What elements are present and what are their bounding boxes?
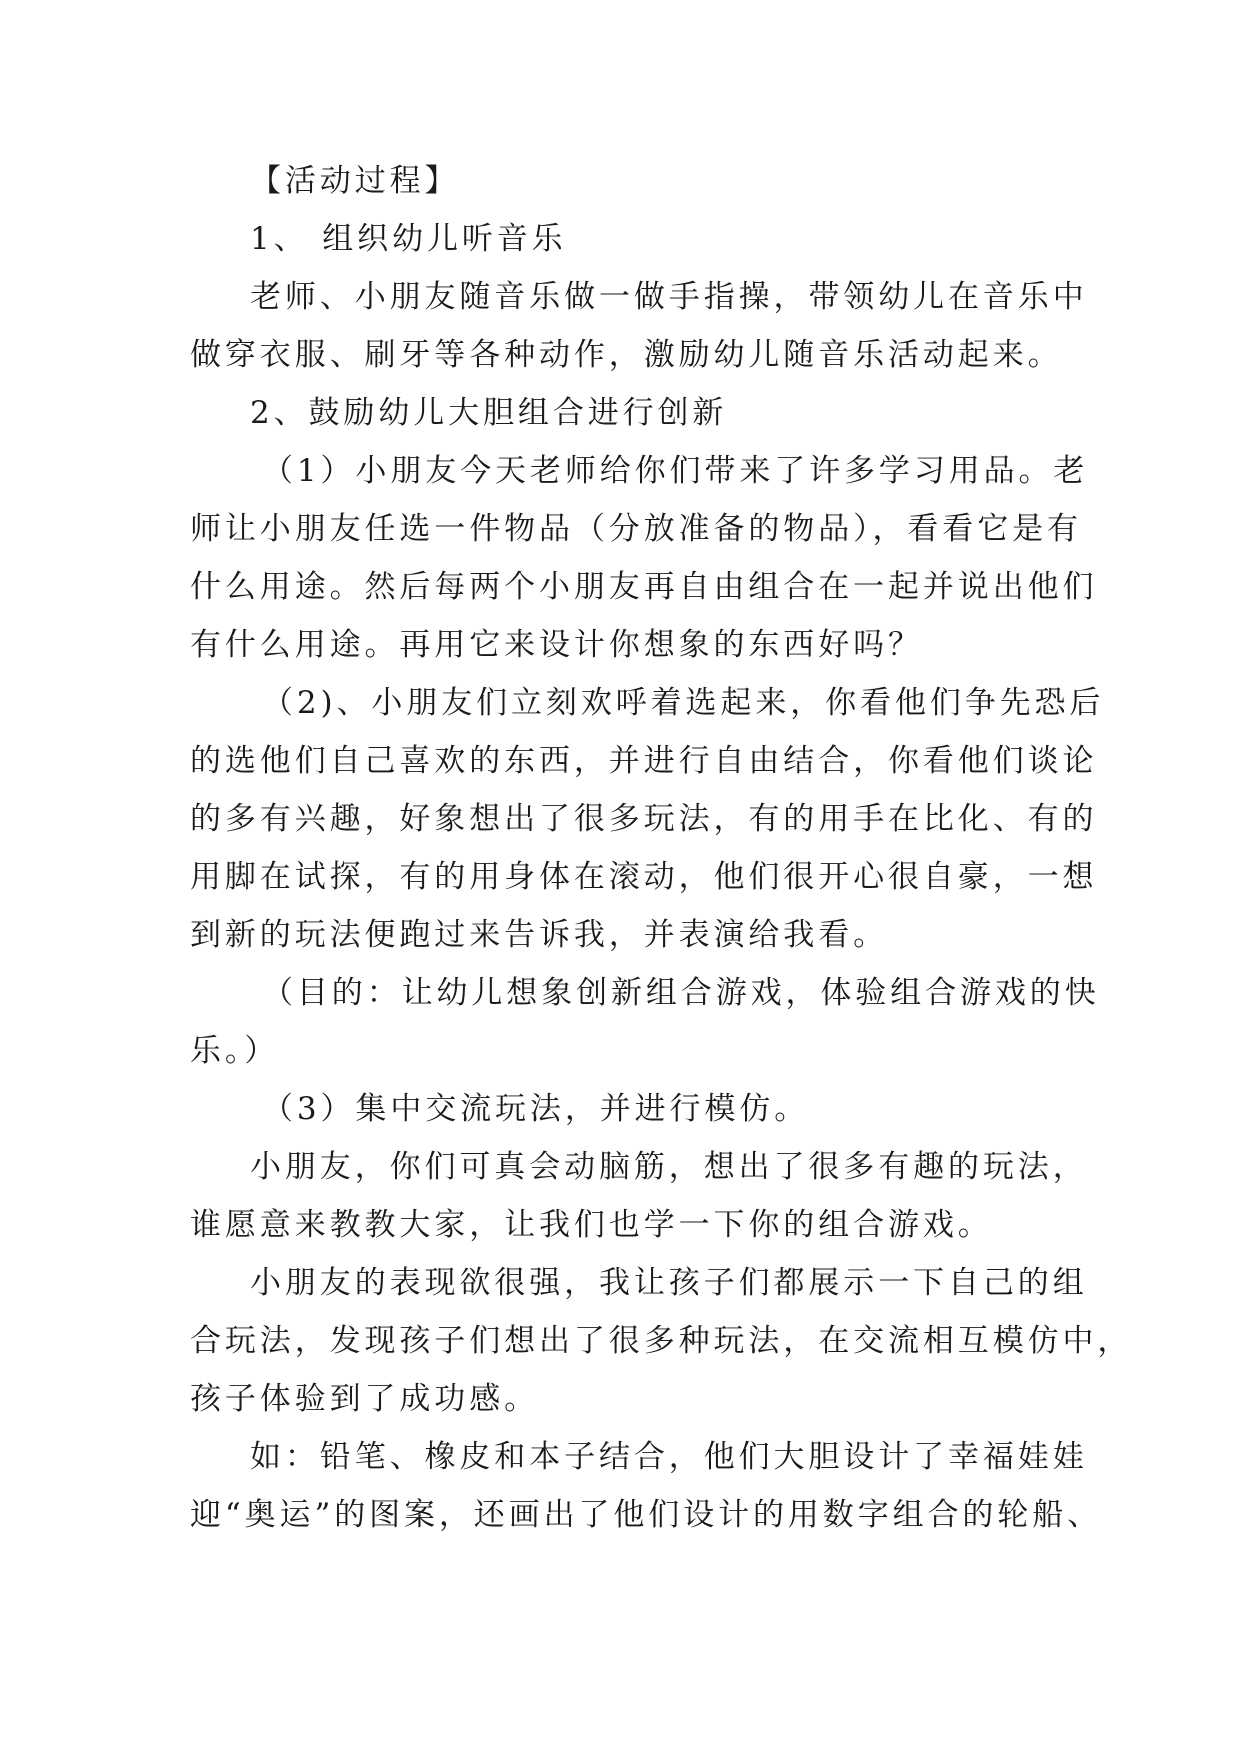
paragraph-line: 师让小朋友任选一件物品（分放准备的物品），看看它是有 (190, 511, 1082, 547)
paragraph-line: （目的：让幼儿想象创新组合游戏，体验组合游戏的快 (262, 975, 1100, 1011)
paragraph-line: 谁愿意来教教大家，让我们也学一下你的组合游戏。 (190, 1207, 993, 1243)
paragraph-line: （1）小朋友今天老师给你们带来了许多学习用品。老 (262, 453, 1089, 489)
paragraph-line: 小朋友，你们可真会动脑筋，想出了很多有趣的玩法， (250, 1149, 1088, 1185)
paragraph-line: 到新的玩法便跑过来告诉我，并表演给我看。 (190, 917, 888, 953)
paragraph-line: 合玩法，发现孩子们想出了很多种玩法，在交流相互模仿中， (190, 1323, 1133, 1359)
paragraph-line: 的选他们自己喜欢的东西，并进行自由结合，你看他们谈论 (190, 743, 1098, 779)
paragraph-line: 老师、小朋友随音乐做一做手指操，带领幼儿在音乐中 (250, 279, 1088, 315)
paragraph-line: （2)、小朋友们立刻欢呼着选起来，你看他们争先恐后 (262, 685, 1105, 721)
paragraph-line: 2、鼓励幼儿大胆组合进行创新 (250, 395, 728, 431)
paragraph-line: 乐。） (190, 1033, 280, 1069)
paragraph-line: （3）集中交流玩法，并进行模仿。 (262, 1091, 810, 1127)
paragraph-line: 小朋友的表现欲很强，我让孩子们都展示一下自己的组 (250, 1265, 1088, 1301)
paragraph-line: 什么用途。然后每两个小朋友再自由组合在一起并说出他们 (190, 569, 1098, 605)
paragraph-line: 迎“奥运”的图案，还画出了他们设计的用数字组合的轮船、 (190, 1497, 1102, 1533)
paragraph-line: 用脚在试探，有的用身体在滚动，他们很开心很自豪，一想 (190, 859, 1098, 895)
paragraph-line: 的多有兴趣，好象想出了很多玩法，有的用手在比化、有的 (190, 801, 1098, 837)
paragraph-line: 有什么用途。再用它来设计你想象的东西好吗？ (190, 627, 923, 663)
section-heading: 【活动过程】 (250, 163, 460, 199)
paragraph-line: 如：铅笔、橡皮和本子结合，他们大胆设计了幸福娃娃 (250, 1439, 1088, 1475)
paragraph-line: 孩子体验到了成功感。 (190, 1381, 539, 1417)
paragraph-line: 1、 组织幼儿听音乐 (250, 221, 567, 257)
paragraph-line: 做穿衣服、刷牙等各种动作，激励幼儿随音乐活动起来。 (190, 337, 1063, 373)
